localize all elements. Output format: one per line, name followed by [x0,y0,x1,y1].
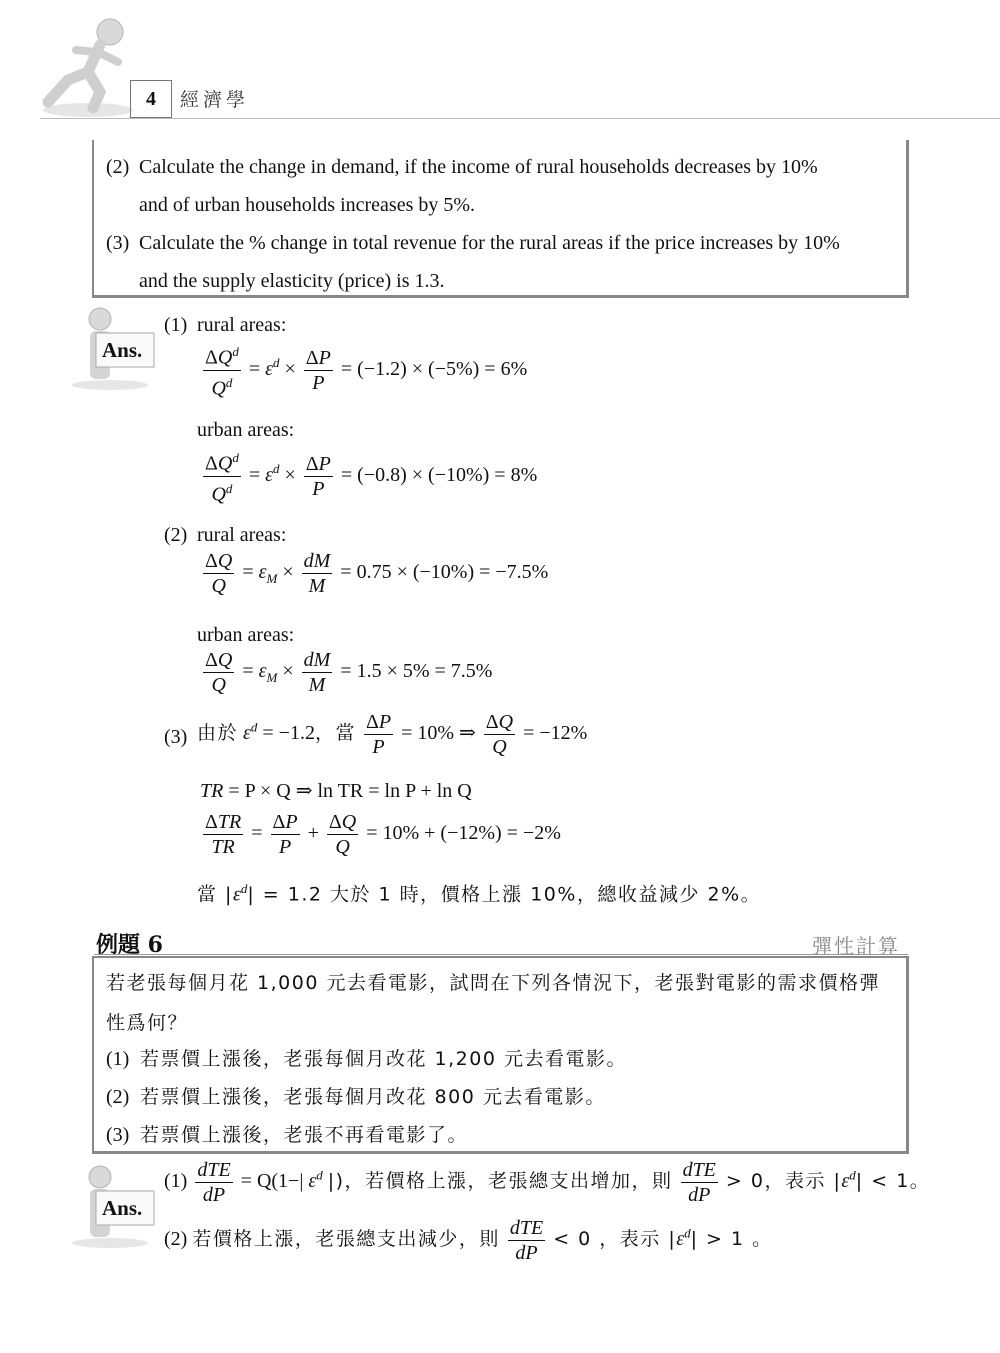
question-item-3-num: (3) [106,232,130,254]
ans1-part2-urban-label: urban areas: [197,624,295,646]
ans1-part1-num: (1) [164,314,188,336]
example-item-2-num: (2) [106,1086,130,1108]
ans1-part3-num: (3) [164,726,188,748]
question-item-3-line1: Calculate the % change in total revenue for the rural areas if the price increases by 10% [139,232,840,254]
example-item-1-num: (1) [106,1048,130,1070]
question-item-2-num: (2) [106,156,130,178]
ans-badge [70,305,160,390]
ans1-part2-rural-equation: $\frac{\Delta Q}{Q}$ = $\varepsilon_M$ × $\frac{dM}{M}$ = 0.75 × (−10%) = −7.5% [205,550,549,597]
ans1-part1-urban-label: urban areas: [197,419,295,441]
example-item-3-text: 若票價上漲後，老張不再看電影了。 [140,1124,469,1146]
example-question-line1: 若老張每個月花 1,000 元去看電影，試問在下列各情況下，老張對電影的需求價格彈 [106,972,880,994]
ans2-part2: (2) 若價格上漲，老張總支出減少，則 $\frac{\text{dTE}}{dP}$ < 0 ，表示 $|\varepsilon^d| > 1$ 。 [164,1217,773,1264]
question-item-2-line1: Calculate the change in demand, if the income of rural households decreases by 10% [139,156,818,178]
ans-label: Ans. [102,1196,143,1220]
question-item-2-line2: and of urban households increases by 5%. [139,194,476,216]
mascot-running-figure [38,10,138,120]
ans-label: Ans. [102,338,143,362]
example-divider [94,954,908,955]
example-question-line2: 性爲何？ [106,1012,189,1034]
page-number: 4 [130,80,172,118]
ans1-part1-rural-label: rural areas: [197,314,287,336]
example-topic: 彈性計算 [812,934,900,958]
book-title: 經濟學 [180,89,250,111]
example-item-3-num: (3) [106,1124,130,1146]
ans1-part3-conclusion: 當 $|\varepsilon^d| = 1.2$ 大於 1 時，價格上漲 10%，總收益減少 2%。 [197,881,762,906]
header-divider [40,118,1000,119]
ans1-part2-urban-equation: $\frac{\Delta Q}{Q}$ = $\varepsilon_M$ × $\frac{dM}{M}$ = 1.5 × 5% = 7.5% [205,649,493,696]
example-title: 例題 6 [96,932,163,958]
ans2-part1: (1) $\frac{\text{dTE}}{dP}$ = Q(1−| $\varepsilon^d$ |)，若價格上漲，老張總支出增加，則 $\frac{\text{dTE}}{dP}$ > 0，表示 $|\varepsilon^d| < 1$。 [164,1159,931,1206]
ans1-part3-tr-change: $\frac{\text{ΔTR}}{TR}$ = $\frac{\Delta P}{P}$ + $\frac{\Delta Q}{Q}$ = 10% + (−12%) = −2% [205,811,561,858]
ans1-part1-rural-equation: $\frac{\Delta Q^d}{Q^d}$ = $\varepsilon^d$ × $\frac{\Delta P}{P}$ = (−1.2) × (−5%) = 6% [200,340,527,400]
ans1-part2-num: (2) [164,524,188,546]
ans1-part3-tr-identity: TR = P × Q ⇒ ln TR = ln P + ln Q [200,780,472,802]
ans-badge [70,1163,160,1248]
ans1-part3-first-line: 由於 $\varepsilon^d = -1.2$，當 $\frac{\Delta P}{P}$ = 10% ⇒ $\frac{\Delta Q}{Q}$ = −12% [197,711,588,758]
ans1-part1-urban-equation: $\frac{\Delta Q^d}{Q^d}$ = $\varepsilon^d$ × $\frac{\Delta P}{P}$ = (−0.8) × (−10%) = 8% [200,446,537,506]
example-item-1-text: 若票價上漲後，老張每個月改花 1,200 元去看電影。 [140,1048,627,1070]
ans1-part2-rural-label: rural areas: [197,524,287,546]
question-item-3-line2: and the supply elasticity (price) is 1.3. [139,270,445,292]
example-item-2-text: 若票價上漲後，老張每個月改花 800 元去看電影。 [140,1086,606,1108]
